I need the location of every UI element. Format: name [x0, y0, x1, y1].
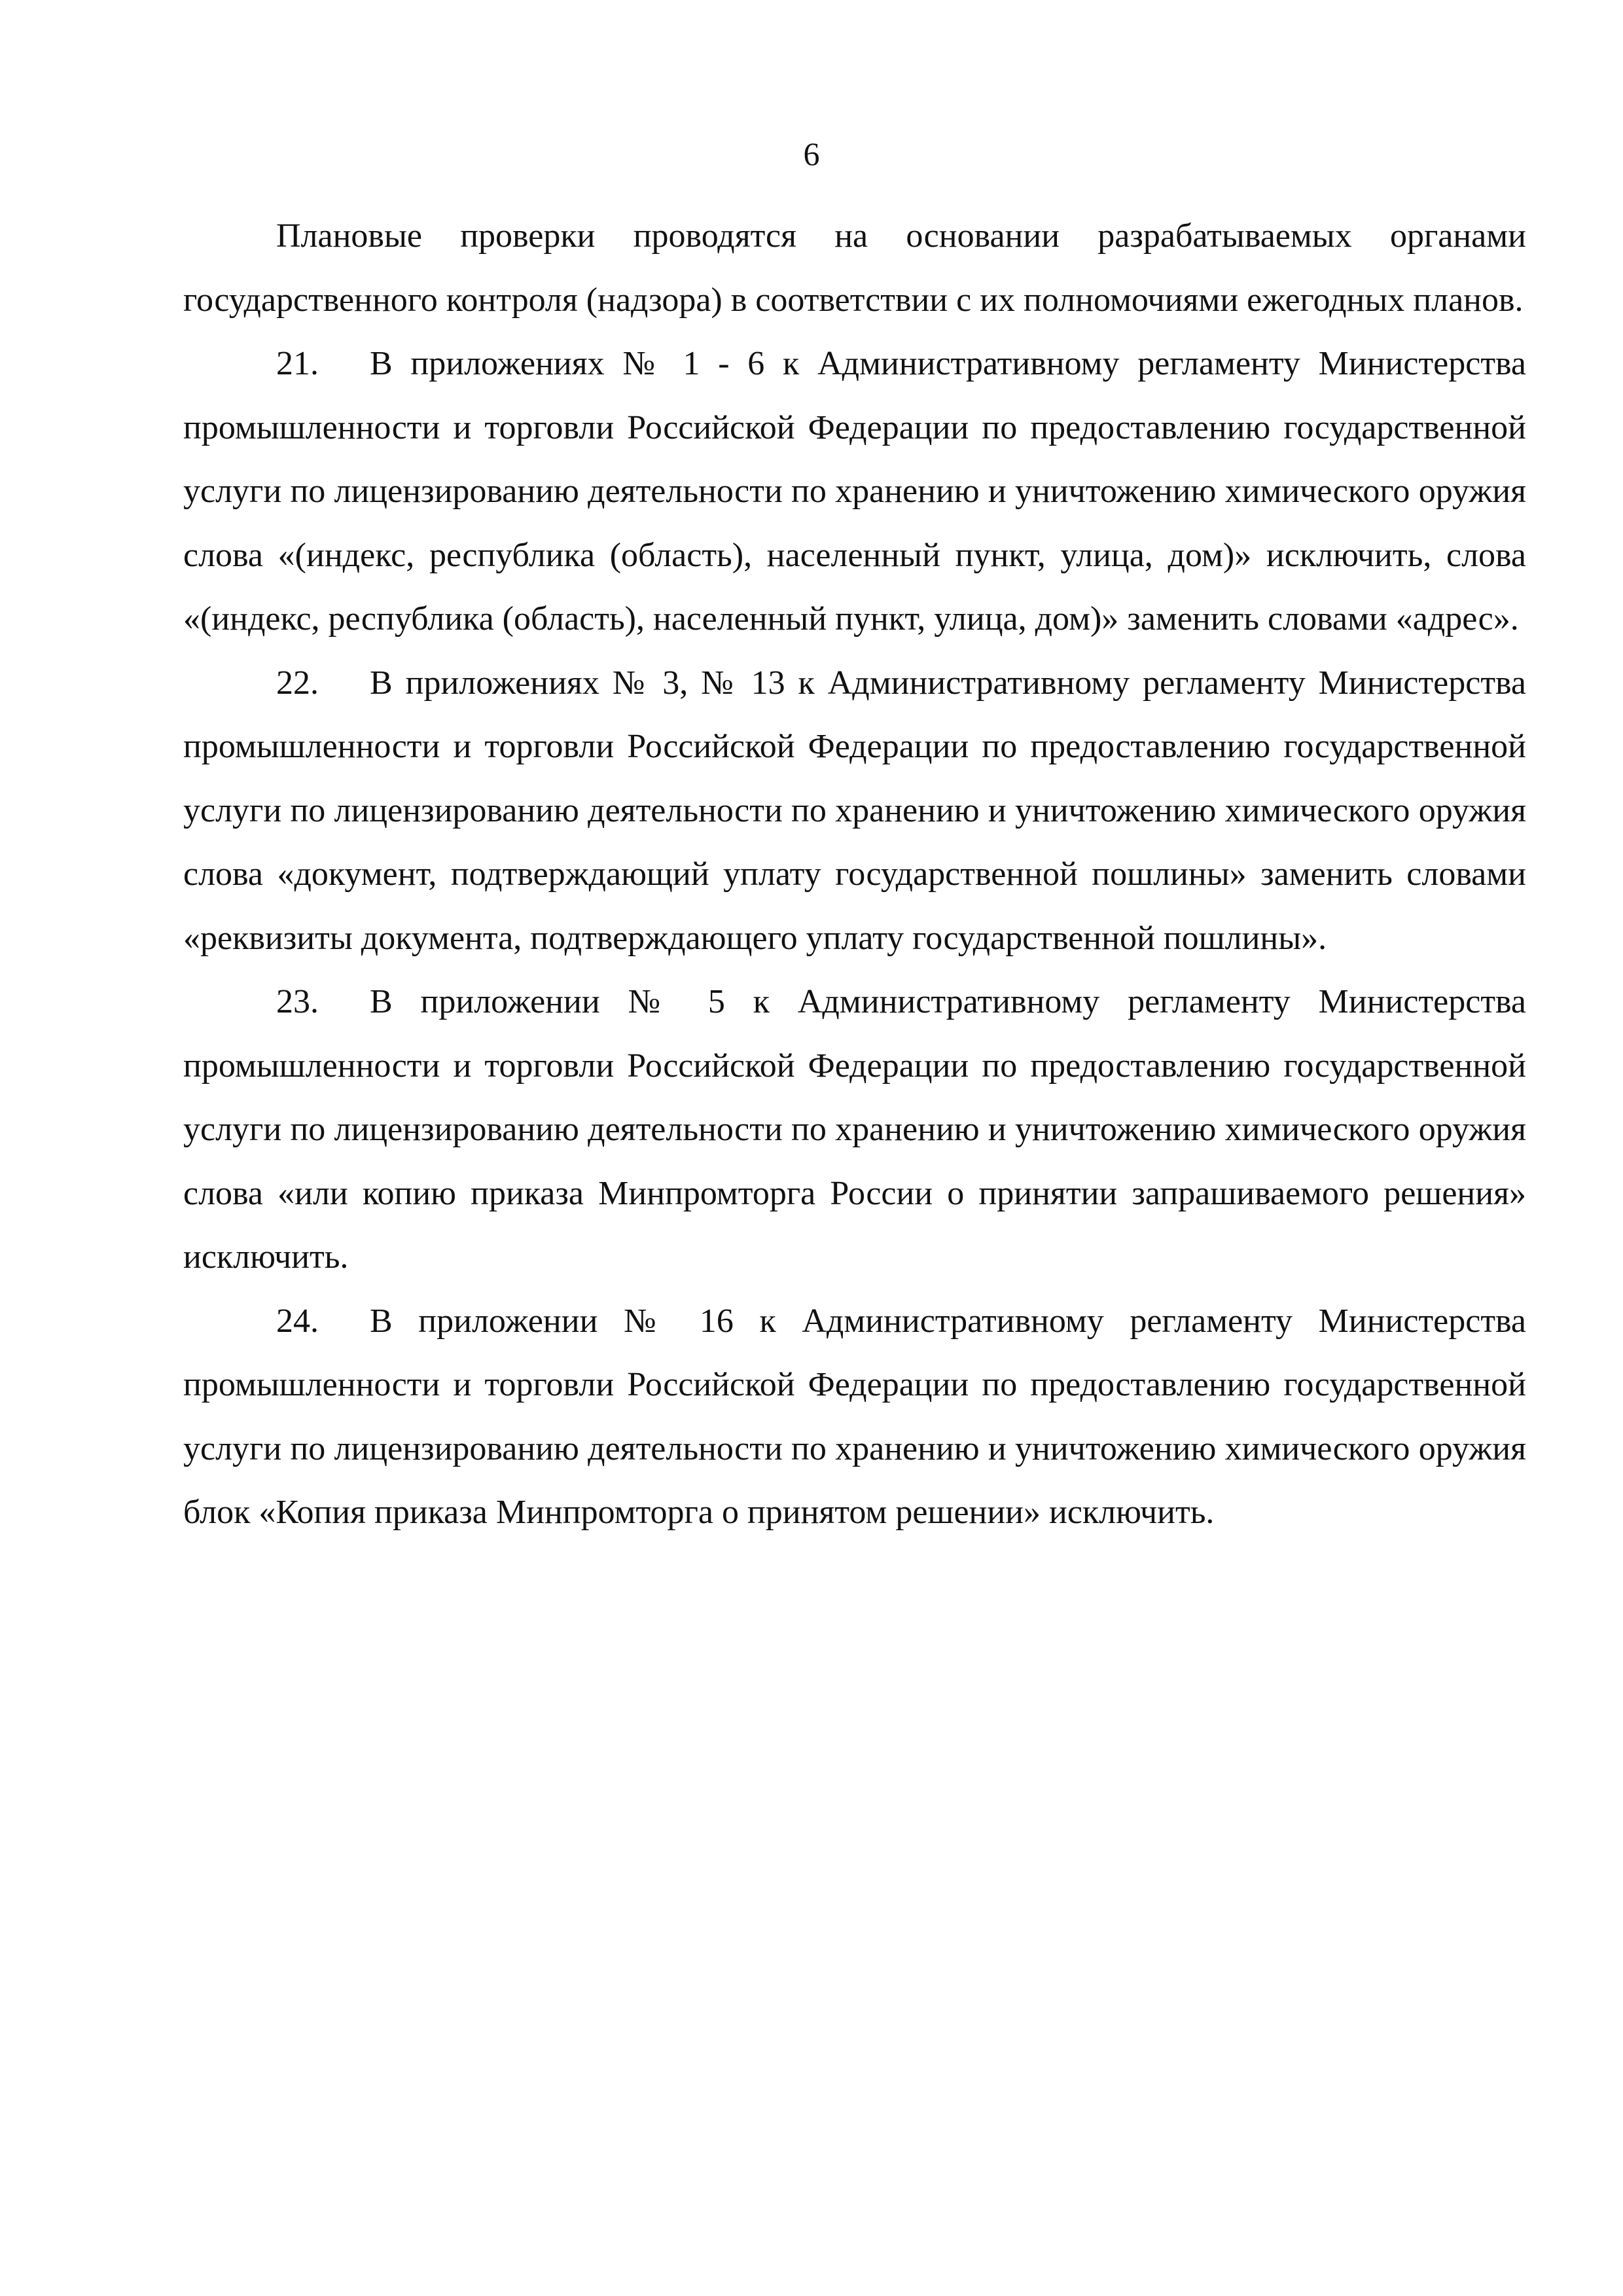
- paragraph-item-21: 21. В приложениях № 1 - 6 к Административному регламенту Министерства промышленности и торговли Российской Федерации по предоставлению государственной услуги по лицензированию деятельности по хранению и уничтожению химического оружия слова «(индекс, республика (область), населенный пункт, улица, дом)» исключить, слова «(индекс, республика (область), населенный пункт, улица, дом)» заменить словами «адрес».: [183, 345, 1526, 637]
- paragraph-planned-inspections: Плановые проверки проводятся на основании разрабатываемых органами государственного контроля (надзора) в соответствии с их полномочиями ежегодных планов.: [183, 217, 1526, 319]
- paragraph-item-22: 22. В приложениях № 3, № 13 к Административному регламенту Министерства промышленности и торговли Российской Федерации по предоставлению государственной услуги по лицензированию деятельности по хранению и уничтожению химического оружия слова «документ, подтверждающий уплату государственной пошлины» заменить словами «реквизиты документа, подтверждающего уплату государственной пошлины».: [183, 664, 1526, 957]
- paragraph-item-24: 24. В приложении № 16 к Административному регламенту Министерства промышленности и торговли Российской Федерации по предоставлению государственной услуги по лицензированию деятельности по хранению и уничтожению химического оружия блок «Копия приказа Минпромторга о принятом решении» исключить.: [183, 1302, 1526, 1531]
- document-body: [183, 204, 1526, 1545]
- paragraph-item-23: 23. В приложении № 5 к Административному регламенту Министерства промышленности и торговли Российской Федерации по предоставлению государственной услуги по лицензированию деятельности по хранению и уничтожению химического оружия слова «или копию приказа Минпромторга России о принятии запрашиваемого решения» исключить.: [183, 983, 1526, 1276]
- page-number: 6: [803, 135, 820, 172]
